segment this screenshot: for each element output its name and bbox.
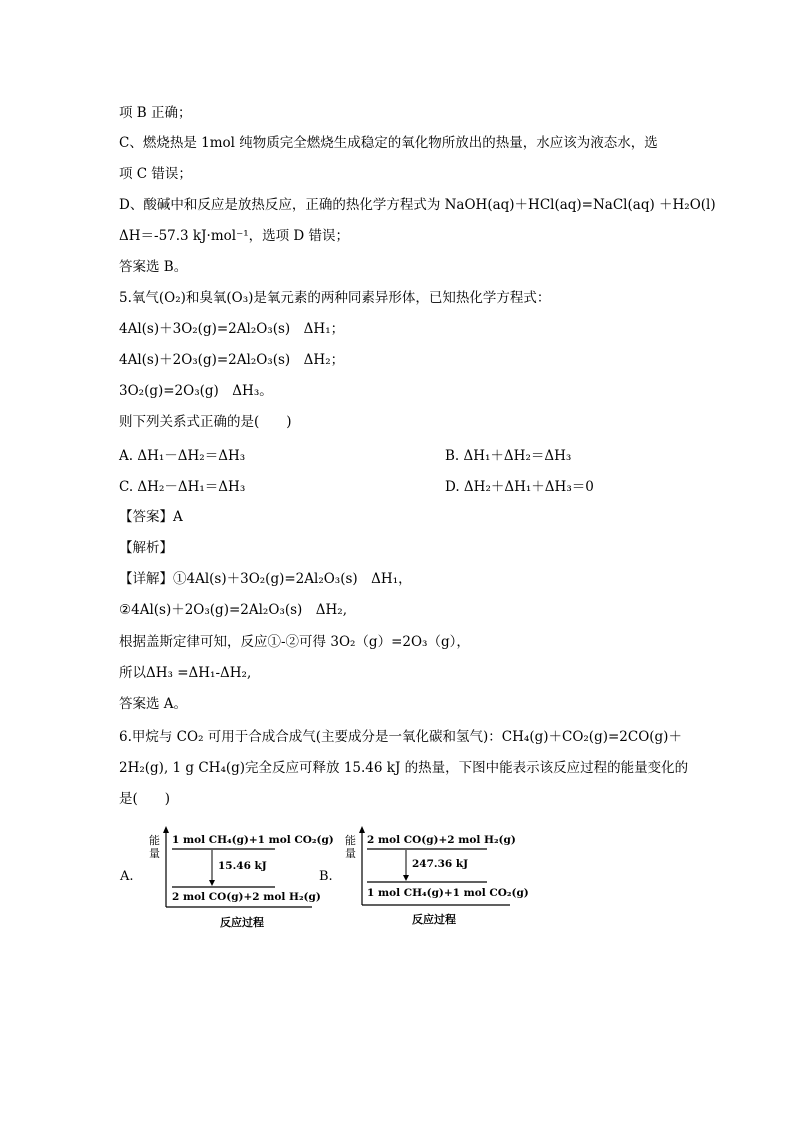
text-line-4: D、酸碱中和反应是放热反应，正确的热化学方程式为 NaOH(aq)＋HCl(aq)=NaCl(aq) ＋H₂O(l) <box>119 197 716 213</box>
detail-line-5: 答案选 A。 <box>119 696 188 712</box>
bottom-level-label: 2 mol CO(g)+2 mol H₂(g) <box>172 891 321 903</box>
energy-arrow-head <box>403 875 409 881</box>
question-6-stem-3: 是( ) <box>119 791 171 807</box>
option-a: A. ΔH₁－ΔH₂＝ΔH₃ <box>119 448 246 464</box>
energy-diagram-b <box>317 825 529 935</box>
equation-2: 4Al(s)＋2O₃(g)=2Al₂O₃(s) ΔH₂； <box>119 352 345 368</box>
y-axis-label-char2: 量 <box>345 847 356 860</box>
option-b-label: B. <box>319 869 333 884</box>
detail-line-3: 根据盖斯定律可知，反应①-②可得 3O₂（g）=2O₃（g）， <box>119 634 470 650</box>
option-b: B. ΔH₁＋ΔH₂＝ΔH₃ <box>445 448 572 464</box>
detail-line-2: ②4Al(s)＋2O₃(g)=2Al₂O₃(s) ΔH₂, <box>119 602 348 618</box>
top-level-label: 1 mol CH₄(g)+1 mol CO₂(g) <box>172 834 334 846</box>
energy-arrow-head <box>209 880 215 886</box>
energy-value: 247.36 kJ <box>412 858 469 870</box>
question-6-stem-2: 2H₂(g), 1 g CH₄(g)完全反应可释放 15.46 kJ 的热量，下图中能表示该反应过程的能量变化的 <box>119 760 689 776</box>
answer-heading: 【答案】A <box>119 509 183 525</box>
x-axis-label: 反应过程 <box>220 916 264 929</box>
bottom-level-label: 1 mol CH₄(g)+1 mol CO₂(g) <box>367 887 529 899</box>
option-a-label: A. <box>120 869 134 884</box>
y-axis-arrow <box>359 826 365 833</box>
detail-line-4: 所以ΔH₃ =ΔH₁-ΔH₂, <box>119 665 252 681</box>
energy-diagram-a <box>117 825 334 935</box>
text-line-5: ΔH＝-57.3 kJ·mol⁻¹，选项 D 错误； <box>119 228 350 244</box>
question-5-stem: 5.氧气(O₂)和臭氧(O₃)是氧元素的两种同素异形体，已知热化学方程式： <box>119 290 551 306</box>
option-c: C. ΔH₂－ΔH₁＝ΔH₃ <box>119 479 246 495</box>
equation-1: 4Al(s)＋3O₂(g)=2Al₂O₃(s) ΔH₁； <box>119 321 345 337</box>
y-axis-arrow <box>163 826 169 833</box>
y-axis-label-char1: 能 <box>149 834 160 847</box>
equation-3: 3O₂(g)=2O₃(g) ΔH₃。 <box>119 383 273 399</box>
text-line-1: 项 B 正确； <box>119 105 192 121</box>
option-d: D. ΔH₂＋ΔH₁＋ΔH₃＝0 <box>445 479 594 495</box>
text-line-6: 答案选 B。 <box>119 259 188 275</box>
top-level-label: 2 mol CO(g)+2 mol H₂(g) <box>367 834 516 846</box>
question-6-stem-1: 6.甲烷与 CO₂ 可用于合成合成气(主要成分是一氧化碳和氢气)：CH₄(g)＋CO₂(g)=2CO(g)＋ <box>119 729 682 745</box>
energy-value: 15.46 kJ <box>218 860 267 872</box>
question-5-prompt: 则下列关系式正确的是( ) <box>119 414 292 430</box>
detail-line-1: 【详解】①4Al(s)＋3O₂(g)=2Al₂O₃(s) ΔH₁， <box>119 571 412 587</box>
x-axis-label: 反应过程 <box>412 913 456 926</box>
text-line-2: C、燃烧热是 1mol 纯物质完全燃烧生成稳定的氧化物所放出的热量，水应该为液态水，选 <box>119 135 658 151</box>
text-line-3: 项 C 错误； <box>119 166 192 182</box>
y-axis-label-char2: 量 <box>149 847 160 860</box>
analysis-heading: 【解析】 <box>119 540 173 556</box>
y-axis-label-char1: 能 <box>345 834 356 847</box>
